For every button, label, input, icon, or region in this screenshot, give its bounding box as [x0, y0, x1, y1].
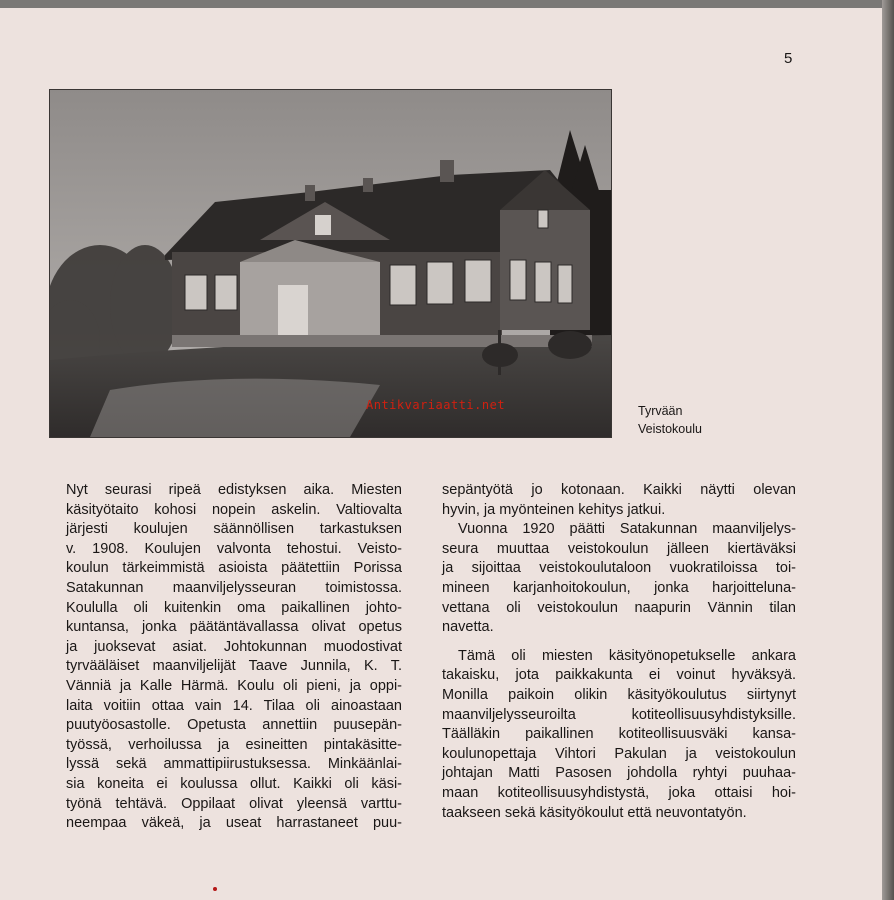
text-line: käsityötaito kohosi nopein askelin. Valtiovalta — [66, 501, 402, 518]
text-line: neempaa väkeä, ja useat harrastaneet puu- — [66, 815, 402, 832]
paragraph — [442, 520, 796, 638]
text-line: takaisku, jota paikkakunta ei voinut hyväksyä. — [442, 667, 796, 684]
page-number: 5 — [784, 50, 793, 67]
caption-line: Tyrvään — [638, 404, 683, 418]
paragraph — [442, 481, 796, 520]
text-line: laita voitiin ottaa vain 14. Tilaa oli ainoastaan — [66, 697, 402, 714]
paragraph — [442, 647, 796, 823]
text-line: työssä, verhoilussa ja esineitten pintakäsitte- — [66, 736, 402, 753]
text-line: koulun tärkeimmistä asioista päätettiin Porissa — [66, 560, 402, 577]
text-line: taakseen sekä käsityökoulut että neuvontatyön. — [442, 804, 747, 821]
text-line: v. 1908. Koulujen valvonta tehostui. Veisto- — [66, 540, 402, 557]
photo-illustration — [50, 90, 611, 437]
text-line: hyvin, ja myönteinen kehitys jatkui. — [442, 501, 666, 518]
left-column — [66, 481, 402, 834]
text-line: Täälläkin paikallinen kotiteollisuusväki kansa- — [442, 726, 796, 743]
text-line: sepäntyötä jo kotonaan. Kaikki näytti olevan — [442, 482, 796, 498]
text-line: johtajan Matti Pasosen johdolla ryhtyi puuhaa- — [442, 765, 796, 782]
text-line: työnä tehtävä. Oppilaat olivat yleensä varttu- — [66, 795, 402, 812]
text-line: seura muuttaa veistokoulun jälleen kiertäväksi — [442, 540, 796, 557]
photo-caption — [638, 402, 702, 438]
text-line: Koululla oli kuitenkin oma paikallinen johto- — [66, 599, 402, 616]
text-line: Monilla paikoin olikin käsityökoulutus siirtynyt — [442, 686, 796, 703]
watermark: Antikvariaatti.net — [366, 398, 506, 412]
text-line: lyssä sekä ammattipiirustuksessa. Minkäänlai- — [66, 756, 402, 773]
text-line: maanviljelysseuroilta kotiteollisuusyhdistyksille. — [442, 706, 796, 723]
text-line: ja juoksevat asiat. Johtokunnan muodostivat — [66, 638, 402, 655]
text-line: sia koneita ei koulussa ollut. Kaikki oli käsi- — [66, 775, 402, 792]
text-line: maan kotiteollisuusyhdistystä, joka ottaisi hoi- — [442, 784, 796, 801]
scan-top-edge — [0, 0, 894, 8]
text-line: puutyöosastolle. Opetusta annettiin puusepän- — [66, 717, 402, 734]
text-line: Vänniä ja Kalle Härmä. Koulu oli pieni, ja oppi- — [66, 677, 402, 694]
school-building-photo — [49, 89, 612, 438]
text-line: tyrvääläiset maanviljelijät Taave Junnila, K. T. — [66, 658, 402, 675]
right-column — [442, 481, 796, 823]
ink-speck — [213, 887, 217, 891]
text-line: ja sijoittaa veistokoulutaloon vuokratiloissa toi- — [442, 560, 796, 577]
paragraph — [66, 481, 402, 834]
caption-line: Veistokoulu — [638, 422, 702, 436]
text-line: vettana oli veistokoulun naapurin Vännin tilan — [442, 599, 796, 616]
text-line: navetta. — [442, 619, 494, 636]
text-line: koulunopettaja Vihtori Pakulan ja veistokoulun — [442, 745, 796, 762]
scan-right-edge — [882, 0, 894, 900]
text-line: mineen karjanhoitokoulun, jonka harjoitteluna- — [442, 579, 796, 596]
text-line: Tämä oli miesten käsityönopetukselle ankara — [458, 647, 796, 664]
text-line: Nyt seurasi ripeä edistyksen aika. Miesten — [66, 482, 402, 498]
text-line: Satakunnan maanviljelysseuran toimistossa. — [66, 579, 402, 596]
text-line: Vuonna 1920 päätti Satakunnan maanviljelys- — [458, 521, 796, 538]
text-line: järjesti koulujen säännöllisen tarkastuksen — [66, 521, 402, 538]
text-line: kuntansa, jonka päätäntävallassa olivat opetus — [66, 619, 402, 636]
